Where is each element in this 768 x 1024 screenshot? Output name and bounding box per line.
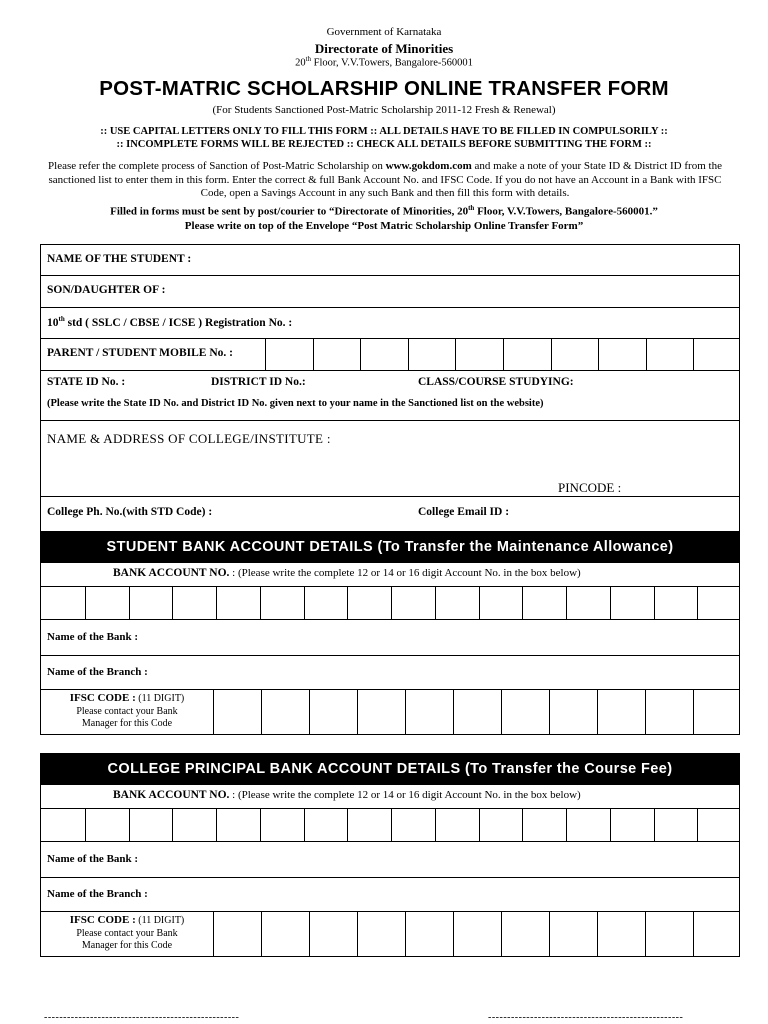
ifsc-digit-box[interactable] — [213, 690, 261, 734]
account-digit-box[interactable] — [85, 809, 129, 841]
account-digit-box[interactable] — [260, 587, 304, 619]
registration-label: 10th std ( SSLC / CBSE / ICSE ) Registration No. : — [47, 315, 293, 329]
student-ifsc-row — [41, 690, 739, 734]
mobile-label: PARENT / STUDENT MOBILE No. : — [47, 347, 233, 359]
mobile-digit-box[interactable] — [455, 339, 503, 370]
government-label: Government of Karnataka — [326, 26, 442, 38]
student-bank-name-label: Name of the Bank : — [47, 631, 139, 643]
college-address-row[interactable] — [41, 421, 739, 497]
college-contact-row[interactable] — [41, 497, 739, 531]
ifsc-digit-box[interactable] — [357, 912, 405, 956]
ifsc-digit-box[interactable] — [693, 912, 741, 956]
ifsc-digit-box[interactable] — [645, 690, 693, 734]
principal-account-label-row — [41, 785, 739, 809]
student-account-boxes-row — [41, 587, 739, 620]
mobile-digit-boxes[interactable] — [265, 339, 741, 370]
warning-line-2: :: INCOMPLETE FORMS WILL BE REJECTED :: CHECK ALL DETAILS BEFORE SUBMITTING THE FORM :: — [116, 139, 652, 150]
account-digit-box[interactable] — [566, 587, 610, 619]
directorate-label: Directorate of Minorities — [314, 41, 454, 56]
college-email-label: College Email ID : — [418, 506, 510, 518]
principal-ifsc-row — [41, 912, 739, 956]
principal-bank-name-row[interactable] — [41, 842, 739, 878]
student-bank-heading: STUDENT BANK ACCOUNT DETAILS (To Transfer the Maintenance Allowance) — [40, 531, 740, 563]
student-details-box — [40, 244, 740, 532]
student-branch-label: Name of the Branch : — [47, 666, 148, 678]
ifsc-digit-box[interactable] — [597, 690, 645, 734]
account-digit-box[interactable] — [697, 809, 741, 841]
ifsc-digit-box[interactable] — [453, 690, 501, 734]
account-digit-box[interactable] — [347, 809, 391, 841]
mobile-digit-box[interactable] — [265, 339, 313, 370]
principal-bank-name-label: Name of the Bank : — [47, 853, 139, 865]
principal-bank-heading: COLLEGE PRINCIPAL BANK ACCOUNT DETAILS (To Transfer the Course Fee) — [40, 753, 740, 785]
ifsc-digit-box[interactable] — [357, 690, 405, 734]
account-digit-box[interactable] — [172, 809, 216, 841]
student-bank-name-row[interactable] — [41, 620, 739, 656]
account-digit-box[interactable] — [435, 587, 479, 619]
account-digit-box[interactable] — [522, 809, 566, 841]
student-name-row[interactable] — [41, 245, 739, 276]
college-phone-label: College Ph. No.(with STD Code) : — [47, 506, 213, 518]
ifsc-digit-box[interactable] — [549, 912, 597, 956]
principal-account-label: BANK ACCOUNT NO. : (Please write the complete 12 or 14 or 16 digit Account No. in the box below) — [113, 789, 581, 801]
parent-name-row[interactable] — [41, 276, 739, 308]
mobile-digit-box[interactable] — [503, 339, 551, 370]
ifsc-digit-box[interactable] — [693, 690, 741, 734]
principal-ifsc-label: IFSC CODE : (11 DIGIT) Please contact your Bank Manager for this Code — [69, 914, 185, 951]
principal-account-boxes-row — [41, 809, 739, 842]
account-digit-box[interactable] — [172, 587, 216, 619]
account-digit-box[interactable] — [129, 809, 173, 841]
ifsc-digit-box[interactable] — [213, 912, 261, 956]
account-digit-box[interactable] — [260, 809, 304, 841]
student-branch-row[interactable] — [41, 656, 739, 690]
student-account-label: BANK ACCOUNT NO. : (Please write the complete 12 or 14 or 16 digit Account No. in the box below) — [113, 567, 581, 579]
ifsc-digit-box[interactable] — [501, 690, 549, 734]
account-digit-box[interactable] — [654, 587, 698, 619]
student-bank-box — [40, 563, 740, 735]
form-subtitle: (For Students Sanctioned Post-Matric Scholarship 2011-12 Fresh & Renewal) — [212, 104, 556, 116]
class-course-label: CLASS/COURSE STUDYING: — [418, 376, 574, 388]
account-digit-box[interactable] — [391, 809, 435, 841]
account-digit-box[interactable] — [697, 587, 741, 619]
account-digit-box[interactable] — [566, 809, 610, 841]
account-digit-box[interactable] — [479, 809, 523, 841]
student-ifsc-boxes[interactable] — [213, 690, 741, 734]
ifsc-digit-box[interactable] — [261, 690, 309, 734]
parent-name-label: SON/DAUGHTER OF : — [47, 284, 166, 296]
website-link[interactable]: www.gokdom.com — [385, 160, 472, 172]
form-title: POST-MATRIC SCHOLARSHIP ONLINE TRANSFER FORM — [99, 77, 669, 100]
ids-row[interactable] — [41, 371, 739, 421]
registration-row[interactable] — [41, 308, 739, 339]
mobile-digit-box[interactable] — [408, 339, 456, 370]
directorate-address: 20th Floor, V.V.Towers, Bangalore-560001 — [295, 55, 473, 69]
account-digit-box[interactable] — [479, 587, 523, 619]
principal-account-digit-boxes[interactable] — [41, 809, 741, 841]
account-digit-box[interactable] — [129, 587, 173, 619]
ifsc-digit-box[interactable] — [549, 690, 597, 734]
ifsc-digit-box[interactable] — [405, 912, 453, 956]
mobile-digit-box[interactable] — [646, 339, 694, 370]
mobile-digit-box[interactable] — [360, 339, 408, 370]
account-digit-box[interactable] — [610, 809, 654, 841]
account-digit-box[interactable] — [216, 587, 260, 619]
mobile-digit-box[interactable] — [693, 339, 741, 370]
ifsc-digit-box[interactable] — [453, 912, 501, 956]
student-name-label: NAME OF THE STUDENT : — [47, 253, 192, 265]
warning-line-1: :: USE CAPITAL LETTERS ONLY TO FILL THIS FORM :: ALL DETAILS HAVE TO BE FILLED IN COMPULSORILY :: — [100, 126, 668, 137]
mobile-digit-box[interactable] — [598, 339, 646, 370]
account-digit-box[interactable] — [304, 809, 348, 841]
account-digit-box[interactable] — [654, 809, 698, 841]
account-digit-box[interactable] — [85, 587, 129, 619]
college-address-label: NAME & ADDRESS OF COLLEGE/INSTITUTE : — [47, 431, 331, 446]
principal-branch-label: Name of the Branch : — [47, 888, 148, 900]
principal-ifsc-boxes[interactable] — [213, 912, 741, 956]
ifsc-digit-box[interactable] — [405, 690, 453, 734]
account-digit-box[interactable] — [347, 587, 391, 619]
ifsc-digit-box[interactable] — [309, 690, 357, 734]
pincode-label: PINCODE : — [558, 480, 622, 495]
principal-branch-row[interactable] — [41, 878, 739, 912]
instructions-paragraph: Please refer the complete process of Sanction of Post-Matric Scholarship on www.gokdom.com and make a note of your State ID & District ID from the sanctioned list to enter them in this form. Enter the correct & full Bank Account No. and IFSC Code. If you do not have an Account in a Bank with IFSC Code, open a Savings Account in any such Bank and then fill this form with details. — [48, 160, 722, 199]
student-account-label-row — [41, 563, 739, 587]
post-note: Filled in forms must be sent by post/courier to “Directorate of Minorities, 20th Floor, V.V.Towers, Bangalore-560001.” — [110, 204, 658, 218]
ifsc-digit-box[interactable] — [501, 912, 549, 956]
mobile-digit-box[interactable] — [313, 339, 361, 370]
ifsc-digit-box[interactable] — [309, 912, 357, 956]
account-digit-box[interactable] — [610, 587, 654, 619]
mobile-digit-box[interactable] — [551, 339, 599, 370]
student-account-digit-boxes[interactable] — [41, 587, 741, 619]
district-id-label: DISTRICT ID No.: — [211, 376, 306, 388]
account-digit-box[interactable] — [41, 587, 85, 619]
signature-line-right[interactable]: --------------------------------------------------- — [488, 1012, 684, 1023]
principal-bank-box — [40, 785, 740, 957]
envelope-note: Please write on top of the Envelope “Post Matric Scholarship Online Transfer Form” — [184, 220, 584, 232]
account-digit-box[interactable] — [304, 587, 348, 619]
state-id-label: STATE ID No. : — [47, 376, 126, 388]
ifsc-digit-box[interactable] — [597, 912, 645, 956]
account-digit-box[interactable] — [522, 587, 566, 619]
id-note: (Please write the State ID No. and District ID No. given next to your name in the Sanctioned list on the website) — [47, 398, 544, 409]
account-digit-box[interactable] — [216, 809, 260, 841]
mobile-row — [41, 339, 739, 371]
account-digit-box[interactable] — [435, 809, 479, 841]
ifsc-digit-box[interactable] — [261, 912, 309, 956]
account-digit-box[interactable] — [41, 809, 85, 841]
student-ifsc-label: IFSC CODE : (11 DIGIT) Please contact your Bank Manager for this Code — [69, 692, 185, 729]
account-digit-box[interactable] — [391, 587, 435, 619]
signature-line-left[interactable]: --------------------------------------------------- — [44, 1012, 240, 1023]
ifsc-digit-box[interactable] — [645, 912, 693, 956]
